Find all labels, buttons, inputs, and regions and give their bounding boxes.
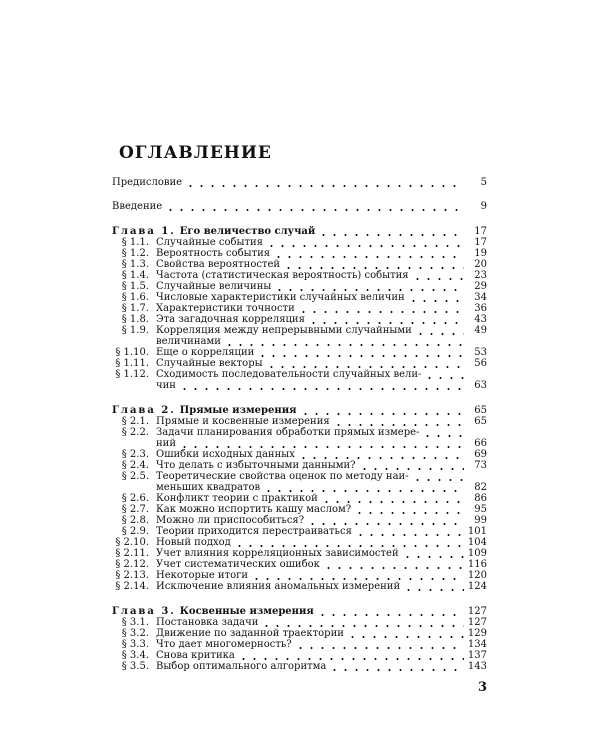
toc-continuation: [112, 380, 487, 391]
dot-leader: [308, 322, 464, 324]
toc-page: 137: [467, 650, 487, 661]
toc-number: Глава 2.: [112, 405, 176, 416]
toc-page: 19: [474, 248, 487, 259]
toc-page: 69: [474, 449, 487, 460]
dot-leader: [323, 567, 464, 569]
toc-section: [112, 369, 487, 380]
toc-page: 29: [474, 281, 487, 292]
toc-section: [112, 617, 487, 628]
toc-title: Учет влияния корреляционных зависимостей: [156, 548, 399, 559]
toc-number: § 3.4.: [121, 650, 149, 661]
toc-section: [112, 347, 487, 358]
toc-title: чин: [156, 380, 176, 391]
toc-number: § 3.3.: [121, 639, 149, 650]
toc-page: 129: [467, 628, 487, 639]
toc-page: 143: [467, 661, 487, 672]
dot-leader: [415, 333, 464, 335]
dot-leader: [307, 523, 464, 525]
toc-title: Корреляция между непрерывными случайными: [156, 325, 412, 336]
toc-section: [112, 314, 487, 325]
toc-page: 73: [474, 460, 487, 471]
toc-section: [112, 281, 487, 292]
toc-number: § 1.6.: [121, 292, 149, 303]
toc-page: 99: [474, 515, 487, 526]
dot-leader: [185, 185, 464, 187]
toc-chapter: [112, 405, 487, 416]
toc-number: § 1.9.: [121, 325, 149, 336]
dot-leader: [321, 501, 464, 503]
dot-leader: [257, 355, 464, 357]
toc-title: Выбор оптимального алгоритма: [156, 661, 327, 672]
toc-title: Движение по заданной траектории: [156, 628, 344, 639]
toc-page: 124: [467, 581, 487, 592]
toc-number: § 2.2.: [121, 427, 149, 438]
toc-title: Эта загадочная корреляция: [156, 314, 305, 325]
toc-page: 120: [467, 570, 487, 581]
toc-section: [112, 661, 487, 672]
toc-title: Ошибки исходных данных: [156, 449, 295, 460]
toc-page: 20: [474, 259, 487, 270]
toc-section: [112, 303, 487, 314]
toc-page: 34: [474, 292, 487, 303]
toc-title: Новый подход: [156, 537, 231, 548]
toc-page: 127: [467, 606, 487, 617]
toc-number: § 1.1.: [121, 237, 149, 248]
toc-number: § 2.3.: [121, 449, 149, 460]
toc-title: Задачи планирования обработки прямых измере-: [156, 427, 420, 438]
toc-page: 134: [467, 639, 487, 650]
toc-number: § 1.11.: [115, 358, 149, 369]
toc-page: 86: [474, 493, 487, 504]
toc-page: 104: [467, 537, 487, 548]
toc-number: § 2.11.: [115, 548, 149, 559]
dot-leader: [318, 234, 464, 236]
toc-page: 127: [467, 617, 487, 628]
dot-leader: [347, 636, 464, 638]
toc-section: [112, 471, 487, 482]
toc-section: [112, 548, 487, 559]
toc-section: [112, 237, 487, 248]
toc-continuation: [112, 336, 487, 347]
toc-page: 49: [474, 325, 487, 336]
toc-section: [112, 416, 487, 427]
toc-section: [112, 537, 487, 548]
dot-leader: [412, 278, 464, 280]
toc-title: Предисловие: [112, 177, 183, 188]
toc-number: § 2.8.: [121, 515, 149, 526]
toc-section: [112, 628, 487, 639]
dot-leader: [224, 344, 464, 346]
toc-page: 95: [474, 504, 487, 515]
dot-leader: [424, 377, 464, 379]
dot-leader: [234, 545, 464, 547]
dot-leader: [317, 614, 464, 616]
toc-title: Постановка задачи: [156, 617, 259, 628]
page-title: ОГЛАВЛЕНИЕ: [119, 143, 272, 163]
toc-number: § 1.8.: [121, 314, 149, 325]
toc-section: [112, 581, 487, 592]
toc-number: § 2.6.: [121, 493, 149, 504]
toc-section: [112, 427, 487, 438]
toc-title: Исключение влияния аномальных измерений: [156, 581, 401, 592]
dot-leader: [403, 589, 464, 591]
toc-chapter: [112, 226, 487, 237]
dot-leader: [238, 658, 464, 660]
table-of-contents: [112, 174, 487, 672]
toc-title: Прямые измерения: [179, 405, 297, 416]
toc-page: 65: [474, 416, 487, 427]
toc-title: Теории приходится перестраиваться: [156, 526, 352, 537]
toc-title: Сходимость последовательности случайных вели-: [156, 369, 422, 380]
dot-leader: [422, 435, 464, 437]
toc-continuation: [112, 482, 487, 493]
dot-leader: [412, 479, 464, 481]
toc-number: § 2.9.: [121, 526, 149, 537]
toc-title: Его величество случай: [179, 226, 316, 237]
toc-section: [112, 270, 487, 281]
toc-section: [112, 259, 487, 270]
toc-title: Снова критика: [156, 650, 235, 661]
dot-leader: [179, 446, 464, 448]
dot-leader: [266, 366, 464, 368]
toc-number: § 1.10.: [115, 347, 149, 358]
toc-page: 66: [474, 438, 487, 449]
dot-leader: [402, 556, 464, 558]
toc-title: Свойства вероятностей: [156, 259, 281, 270]
toc-page: 43: [474, 314, 487, 325]
toc-title: ний: [156, 438, 176, 449]
dot-leader: [298, 457, 464, 459]
toc-number: § 2.12.: [115, 559, 149, 570]
toc-section: [112, 639, 487, 650]
dot-leader: [298, 311, 464, 313]
toc-title: величинами: [156, 336, 221, 347]
dot-leader: [359, 468, 464, 470]
toc-section: [112, 515, 487, 526]
toc-title: Частота (статистическая вероятность) события: [156, 270, 409, 281]
toc-number: § 2.10.: [115, 537, 149, 548]
toc-number: Глава 1.: [112, 226, 176, 237]
toc-page: 9: [480, 201, 487, 212]
toc-title: Числовые характеристики случайных величин: [156, 292, 405, 303]
toc-title: Случайные величины: [156, 281, 272, 292]
toc-number: § 1.4.: [121, 270, 149, 281]
toc-title: Что дает многомерность?: [156, 639, 292, 650]
toc-section: [112, 325, 487, 336]
toc-number: § 1.3.: [121, 259, 149, 270]
dot-leader: [354, 512, 464, 514]
toc-number: § 2.7.: [121, 504, 149, 515]
toc-title: Косвенные измерения: [179, 606, 314, 617]
dot-leader: [295, 647, 464, 649]
toc-title: Конфликт теории с практикой: [156, 493, 318, 504]
toc-title: Еще о корреляции: [156, 347, 255, 358]
dot-leader: [355, 534, 464, 536]
dot-leader: [333, 424, 464, 426]
toc-title: Некоторые итоги: [156, 570, 249, 581]
toc-page: 109: [467, 548, 487, 559]
toc-title: Можно ли приспособиться?: [156, 515, 305, 526]
toc-number: § 2.5.: [121, 471, 149, 482]
toc-number: § 3.2.: [121, 628, 149, 639]
toc-title: Случайные векторы: [156, 358, 263, 369]
toc-section: [112, 460, 487, 471]
toc-title: Прямые и косвенные измерения: [156, 416, 330, 427]
toc-chapter: [112, 606, 487, 617]
toc-number: § 2.13.: [115, 570, 149, 581]
toc-title: Учет систематических ошибок: [156, 559, 320, 570]
dot-leader: [408, 300, 464, 302]
toc-continuation: [112, 438, 487, 449]
toc-page: 101: [467, 526, 487, 537]
dot-leader: [329, 669, 464, 671]
toc-page: 116: [467, 559, 487, 570]
dot-leader: [165, 209, 464, 211]
toc-number: § 1.2.: [121, 248, 149, 259]
page-number: 3: [478, 680, 488, 695]
toc-number: § 3.5.: [121, 661, 149, 672]
toc-title: Характеристики точности: [156, 303, 295, 314]
toc-page: 17: [474, 237, 487, 248]
toc-entry: [112, 201, 487, 212]
toc-number: § 1.12.: [115, 369, 149, 380]
toc-page: 5: [480, 177, 487, 188]
dot-leader: [300, 413, 464, 415]
toc-section: [112, 650, 487, 661]
dot-leader: [273, 256, 464, 258]
toc-section: [112, 358, 487, 369]
toc-title: Теоретические свойства оценок по методу наи-: [156, 471, 409, 482]
toc-number: § 1.7.: [121, 303, 149, 314]
toc-page: 82: [474, 482, 487, 493]
toc-page: 63: [474, 380, 487, 391]
dot-leader: [283, 267, 464, 269]
toc-title: Что делать с избыточными данными?: [156, 460, 356, 471]
dot-leader: [261, 625, 464, 627]
toc-number: Глава 3.: [112, 606, 176, 617]
toc-section: [112, 570, 487, 581]
toc-title: меньших квадратов: [156, 482, 261, 493]
toc-section: [112, 449, 487, 460]
dot-leader: [266, 245, 464, 247]
toc-number: § 2.1.: [121, 416, 149, 427]
toc-page: 23: [474, 270, 487, 281]
toc-number: § 1.5.: [121, 281, 149, 292]
toc-page: 53: [474, 347, 487, 358]
toc-title: Вероятность события: [156, 248, 271, 259]
toc-page: 36: [474, 303, 487, 314]
dot-leader: [263, 490, 464, 492]
toc-title: Введение: [112, 201, 163, 212]
toc-section: [112, 559, 487, 570]
toc-section: [112, 526, 487, 537]
toc-page: 17: [474, 226, 487, 237]
dot-leader: [251, 578, 464, 580]
toc-section: [112, 504, 487, 515]
toc-section: [112, 292, 487, 303]
toc-page: 65: [474, 405, 487, 416]
dot-leader: [179, 388, 464, 390]
toc-number: § 3.1.: [121, 617, 149, 628]
toc-section: [112, 493, 487, 504]
toc-title: Случайные события: [156, 237, 263, 248]
toc-page: 56: [474, 358, 487, 369]
dot-leader: [274, 289, 464, 291]
toc-entry: [112, 177, 487, 188]
toc-number: § 2.14.: [115, 581, 149, 592]
toc-number: § 2.4.: [121, 460, 149, 471]
toc-title: Как можно испортить кашу маслом?: [156, 504, 352, 515]
toc-section: [112, 248, 487, 259]
